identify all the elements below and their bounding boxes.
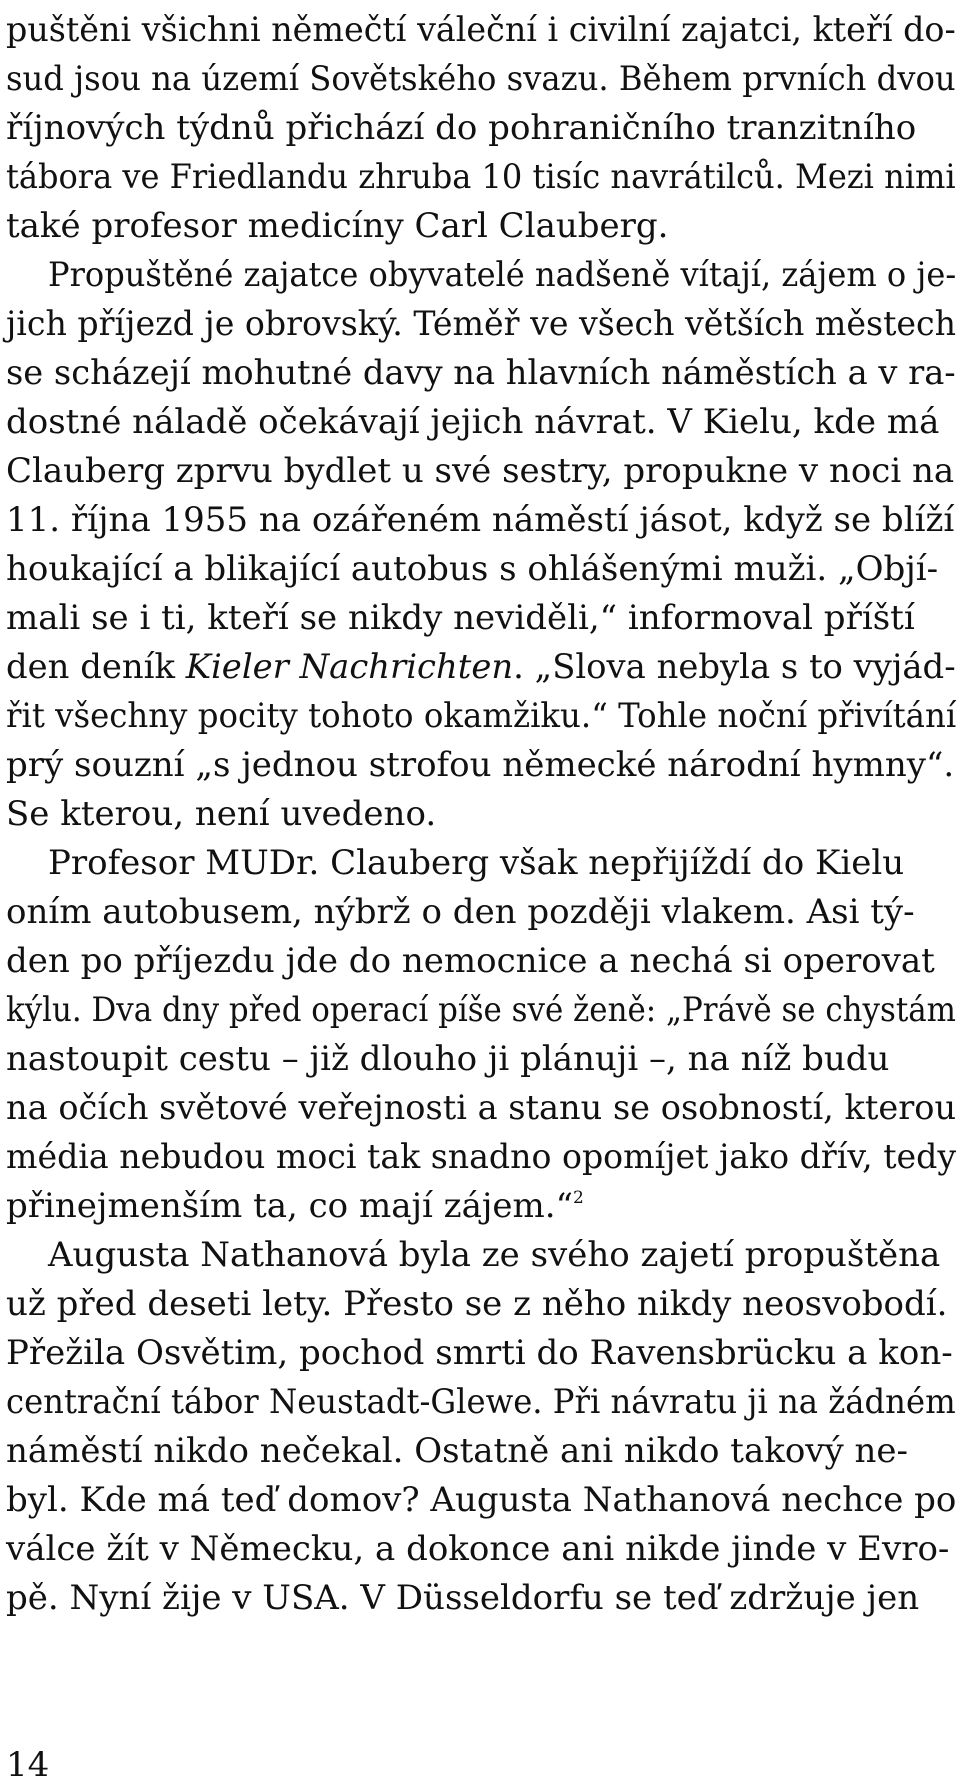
text-line: nastoupit cestu – již dlouho ji plánuji –, na níž budu xyxy=(6,1039,890,1079)
text-line xyxy=(6,645,956,689)
text-line: pě. Nyní žije v USA. V Düsseldorfu se teď zdržuje jen xyxy=(6,1578,920,1618)
newspaper-title: Kieler Nachrichten xyxy=(185,647,514,687)
text-line: už před deseti lety. Přesto se z něho nikdy neosvobodí. xyxy=(6,1284,948,1324)
text-line: také profesor medicíny Carl Clauberg. xyxy=(6,206,669,246)
text-line: den po příjezdu jde do nemocnice a nechá si operovat xyxy=(6,941,935,981)
text-line: Augusta Nathanová byla ze svého zajetí propuštěna xyxy=(48,1235,941,1275)
footnote-marker: 2 xyxy=(572,1188,584,1208)
text-line: média nebudou moci tak snadno opomíjet jako dřív, tedy xyxy=(6,1137,957,1177)
text-line: Propuštěné zajatce obyvatelé nadšeně vítají, zájem o je- xyxy=(48,255,957,295)
text-line: řit všechny pocity tohoto okamžiku.“ Tohle noční přivítání xyxy=(6,696,957,736)
text-line: Clauberg zprvu bydlet u své sestry, propukne v noci na xyxy=(6,451,955,491)
text-line: kýlu. Dva dny před operací píše své ženě: „Právě se chystám xyxy=(6,990,956,1030)
text-segment: den deník xyxy=(6,647,186,687)
text-line: se scházejí mohutné davy na hlavních náměstích a v ra- xyxy=(6,353,956,393)
text-line: oním autobusem, nýbrž o den později vlakem. Asi tý- xyxy=(6,892,915,932)
text-line: 11. října 1955 na ozářeném náměstí jásot, když se blíží xyxy=(6,500,955,540)
text-line: centrační tábor Neustadt-Glewe. Při návratu ji na žádném xyxy=(6,1382,956,1422)
text-line: náměstí nikdo nečekal. Ostatně ani nikdo takový ne- xyxy=(6,1431,909,1471)
text-line: sud jsou na území Sovětského svazu. Během prvních dvou xyxy=(6,59,956,99)
text-line: jich příjezd je obrovský. Téměř ve všech větších městech xyxy=(6,304,957,344)
text-line: na očích světové veřejnosti a stanu se osobností, kterou xyxy=(6,1088,957,1128)
text-line: puštěni všichni němečtí váleční i civilní zajatci, kteří do- xyxy=(6,10,956,50)
text-line: říjnových týdnů přichází do pohraničního tranzitního xyxy=(6,108,917,148)
text-line: Se kterou, není uvedeno. xyxy=(6,794,437,834)
text-line: Profesor MUDr. Clauberg však nepřijíždí do Kielu xyxy=(48,843,905,883)
text-line xyxy=(6,1184,584,1228)
text-segment: přinejmenším ta, co mají zájem.“ xyxy=(6,1186,573,1226)
text-line: houkající a blikající autobus s ohlášenými muži. „Objí- xyxy=(6,549,939,589)
text-segment: . „Slova nebyla s to vyjád- xyxy=(513,647,956,687)
text-line: tábora ve Friedlandu zhruba 10 tisíc navrátilců. Mezi nimi xyxy=(6,157,956,197)
text-line: válce žít v Německu, a dokonce ani nikde jinde v Evro- xyxy=(6,1529,950,1569)
page-number: 14 xyxy=(6,1745,50,1785)
text-line: byl. Kde má teď domov? Augusta Nathanová nechce po xyxy=(6,1480,957,1520)
text-line: dostné náladě očekávají jejich návrat. V Kielu, kde má xyxy=(6,402,940,442)
text-line: Přežila Osvětim, pochod smrti do Ravensbrücku a kon- xyxy=(6,1333,953,1373)
text-line: mali se i ti, kteří se nikdy neviděli,“ informoval příští xyxy=(6,598,915,638)
text-line: prý souzní „s jednou strofou německé národní hymny“. xyxy=(6,745,955,785)
